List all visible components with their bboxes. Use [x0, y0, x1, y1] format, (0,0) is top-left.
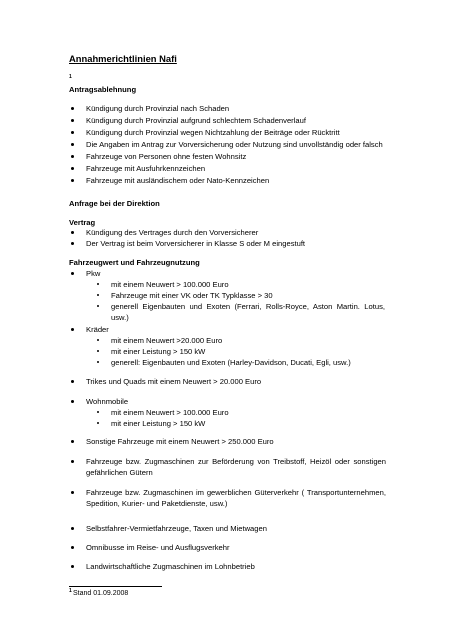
sub-bullet-icon [97, 411, 99, 413]
bullet-icon [71, 460, 74, 463]
list-item: Sonstige Fahrzeuge mit einem Neuwert > 250.000 Euro [86, 437, 274, 446]
list-item: Der Vertrag ist beim Vorversicherer in Klasse S oder M eingestuft [86, 239, 306, 248]
list-item-continuation: gefährlichen Gütern [86, 468, 153, 477]
list-item: mit einer Leistung > 150 kW [111, 419, 206, 428]
bullet-icon [71, 242, 74, 245]
list-item-continuation: Spedition, Kurier- und Paketdienste, usw.) [86, 499, 228, 508]
footnote-mark: 1 [69, 588, 72, 594]
list-item: mit einer Leistung > 150 kW [111, 347, 206, 356]
bullet-icon [71, 167, 74, 170]
bullet-icon [71, 440, 74, 443]
bullet-icon [71, 527, 74, 530]
list-item: Fahrzeuge bzw. Zugmaschinen im gewerblichen Güterverkehr ( Transportunternehmen, [86, 488, 386, 497]
sub-bullet-icon [97, 422, 99, 424]
list-item: Landwirtschaftliche Zugmaschinen im Lohnbetrieb [86, 562, 255, 571]
list-item: mit einem Neuwert > 100.000 Euro [111, 408, 229, 417]
list-item: mit einem Neuwert > 100.000 Euro [111, 280, 229, 289]
list-item: Kündigung des Vertrages durch den Vorversicherer [86, 228, 259, 237]
anfrage-heading: Anfrage bei der Direktion [69, 199, 160, 208]
bullet-icon [71, 155, 74, 158]
bullet-icon [71, 119, 74, 122]
footnote-reference: 1 [69, 74, 72, 80]
sub-bullet-icon [97, 350, 99, 352]
list-item: Kündigung durch Provinzial aufgrund schlechtem Schadenverlauf [86, 116, 306, 125]
list-item: Fahrzeuge mit Ausfuhrkennzeichen [86, 164, 206, 173]
bullet-icon [71, 565, 74, 568]
bullet-icon [71, 546, 74, 549]
list-item: Fahrzeuge mit einer VK oder TK Typklasse > 30 [111, 291, 273, 300]
list-item: Trikes und Quads mit einem Neuwert > 20.000 Euro [86, 377, 262, 386]
bullet-icon [71, 179, 74, 182]
sub-bullet-icon [97, 361, 99, 363]
list-item: Kündigung durch Provinzial wegen Nichtzahlung der Beiträge oder Rücktritt [86, 128, 340, 137]
kraeder-label: Kräder [86, 325, 109, 334]
bullet-icon [71, 328, 74, 331]
antragsablehnung-heading: Antragsablehnung [69, 85, 137, 94]
sub-bullet-icon [97, 339, 99, 341]
pkw-label: Pkw [86, 269, 101, 278]
bullet-icon [71, 131, 74, 134]
bullet-icon [71, 143, 74, 146]
list-item: Selbstfahrer-Vermietfahrzeuge, Taxen und Mietwagen [86, 524, 267, 533]
list-item: generell Eigenbauten und Exoten (Ferrari, Rolls-Royce, Aston Martin. Lotus, [111, 302, 385, 311]
sub-bullet-icon [97, 305, 99, 307]
bullet-icon [71, 231, 74, 234]
bullet-icon [71, 380, 74, 383]
list-item-continuation: usw.) [111, 313, 129, 322]
list-item: generell: Eigenbauten und Exoten (Harley-Davidson, Ducati, Egli, usw.) [111, 358, 351, 367]
footnote-text: Stand 01.09.2008 [73, 590, 129, 597]
sub-bullet-icon [97, 294, 99, 296]
list-item: Fahrzeuge mit ausländischem oder Nato-Kennzeichen [86, 176, 270, 185]
fahrzeugwert-heading: Fahrzeugwert und Fahrzeugnutzung [69, 258, 200, 267]
list-item: mit einem Neuwert >20.000 Euro [111, 336, 223, 345]
list-item: Kündigung durch Provinzial nach Schaden [86, 104, 230, 113]
bullet-icon [71, 272, 74, 275]
list-item: Fahrzeuge bzw. Zugmaschinen zur Beförderung von Treibstoff, Heizöl oder sonstigen [86, 457, 386, 466]
footnote-separator [69, 586, 162, 587]
vertrag-heading: Vertrag [69, 218, 96, 227]
bullet-icon [71, 491, 74, 494]
page-title: Annahmerichtlinien Nafi [69, 53, 177, 64]
sub-bullet-icon [97, 283, 99, 285]
bullet-icon [71, 107, 74, 110]
wohnmobile-label: Wohnmobile [86, 397, 129, 406]
list-item: Omnibusse im Reise- und Ausflugsverkehr [86, 543, 230, 552]
bullet-icon [71, 400, 74, 403]
list-item: Fahrzeuge von Personen ohne festen Wohnsitz [86, 152, 247, 161]
list-item: Die Angaben im Antrag zur Vorversicherung oder Nutzung sind unvollständig oder falsch [86, 140, 383, 149]
